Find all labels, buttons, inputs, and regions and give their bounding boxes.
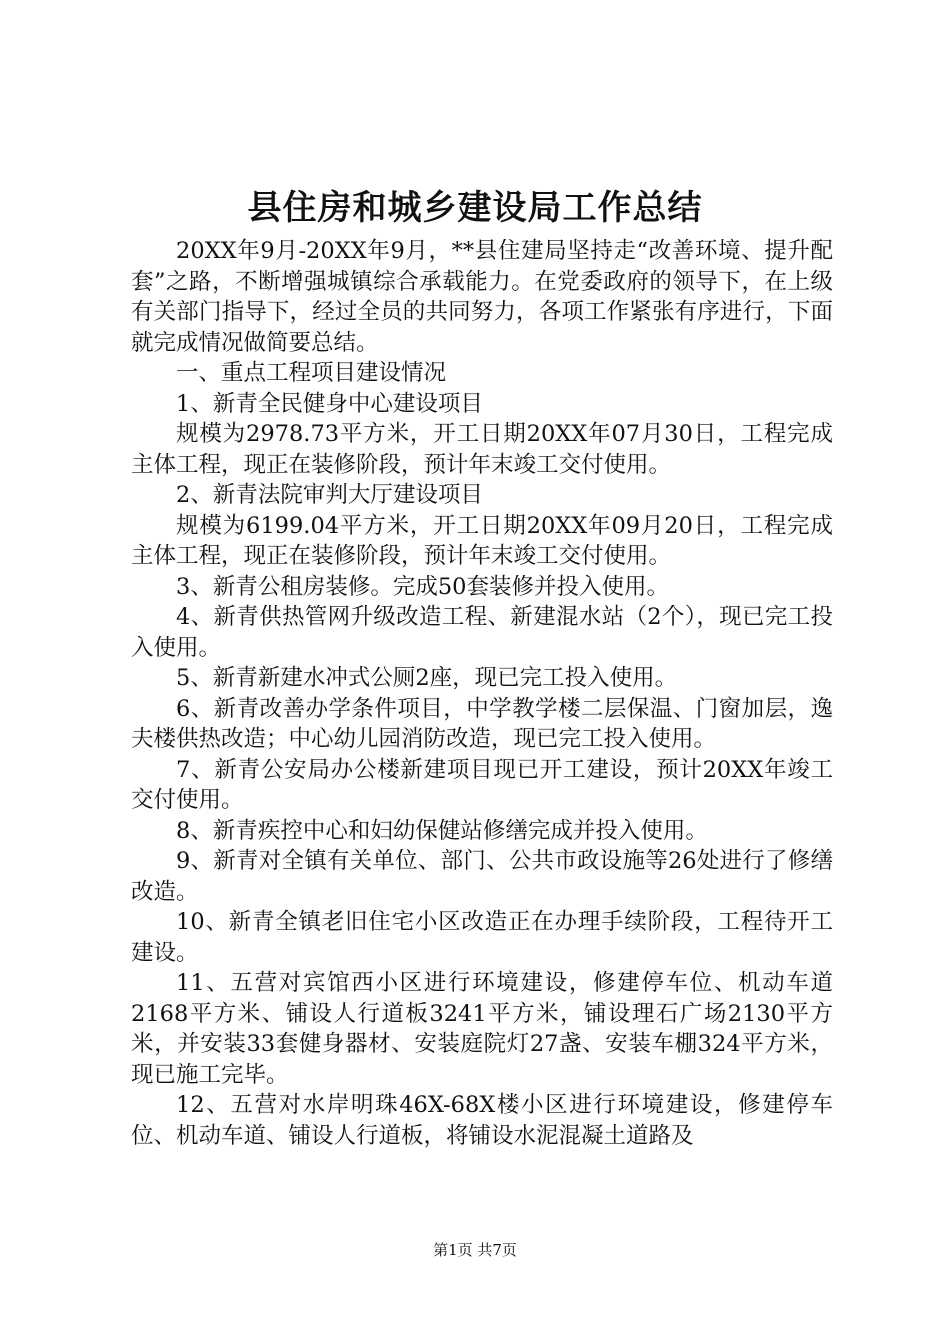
paragraph-item-3: 3、新青公租房装修。完成50套装修并投入使用。 <box>176 573 669 600</box>
paragraph-item-6: 6、新青改善办学条件项目，中学教学楼二层保温、门窗加层，逸夫楼供热改造；中心幼儿园消防改造，现已完工投入使用。 <box>131 695 833 752</box>
document-title: 县住房和城乡建设局工作总结 <box>247 188 703 228</box>
paragraph-item-5: 5、新青新建水冲式公厕2座，现已完工投入使用。 <box>176 665 678 691</box>
paragraph-item-8: 8、新青疾控中心和妇幼保健站修缮完成并投入使用。 <box>176 817 708 844</box>
paragraph-item-11: 11、五营对宾馆西小区进行环境建设，修建停车位、机动车道2168平方米、铺设人行道板3241平方米，铺设理石广场2130平方米，并安装33套健身器材、安装庭院灯27盏、安装车棚324平方米，现已施工完毕。 <box>131 970 833 1088</box>
paragraph-item-9: 9、新青对全镇有关单位、部门、公共市政设施等26处进行了修缮改造。 <box>131 848 833 905</box>
paragraph-intro: 20XX年9月-20XX年9月，**县住建局坚持走“改善环境、提升配套”之路，不断增强城镇综合承载能力。在党委政府的领导下，在上级有关部门指导下，经过全员的共同努力，各项工作紧张有序进行，下面就完成情况做简要总结。 <box>131 238 833 356</box>
paragraph-item-12: 12、五营对水岸明珠46X-68X楼小区进行环境建设，修建停车位、机动车道、铺设人行道板，将铺设水泥混凝土道路及 <box>131 1092 833 1149</box>
paragraph-item-10: 10、新青全镇老旧住宅小区改造正在办理手续阶段，工程待开工建设。 <box>131 909 833 966</box>
paragraph-item-7: 7、新青公安局办公楼新建项目现已开工建设，预计20XX年竣工交付使用。 <box>131 756 833 813</box>
document-body <box>131 236 833 1151</box>
page-number-footer: 第1页 共7页 <box>433 1241 517 1259</box>
paragraph-item-4: 4、新青供热管网升级改造工程、新建混水站（2个），现已完工投入使用。 <box>131 604 833 661</box>
paragraph-item-2-detail: 规模为6199.04平方米，开工日期20XX年09月20日，工程完成主体工程，现正在装修阶段，预计年末竣工交付使用。 <box>131 512 833 569</box>
paragraph-item-2-title: 2、新青法院审判大厅建设项目 <box>176 482 483 508</box>
paragraph-item-1-title: 1、新青全民健身中心建设项目 <box>176 390 483 417</box>
section-heading-key-projects: 一、重点工程项目建设情况 <box>176 360 447 386</box>
paragraph-item-1-detail: 规模为2978.73平方米，开工日期20XX年07月30日，工程完成主体工程，现正在装修阶段，预计年末竣工交付使用。 <box>131 421 833 478</box>
